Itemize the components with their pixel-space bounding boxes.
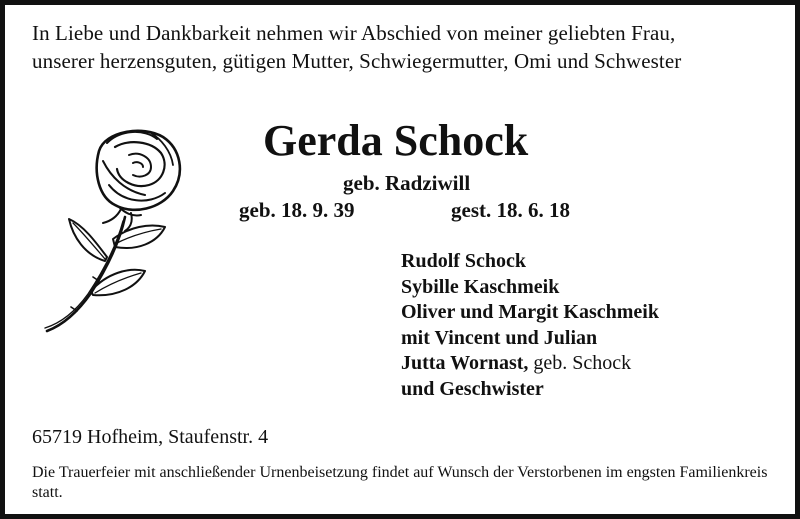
intro-line-2: unserer herzensguten, gütigen Mutter, Schwiegermutter, Omi und Schwester [32, 49, 682, 73]
deceased-name: Gerda Schock [263, 116, 529, 165]
birth-date: geb. 18. 9. 39 [239, 198, 355, 222]
mourner-line-3: Oliver und Margit Kaschmeik [401, 301, 659, 323]
death-date: gest. 18. 6. 18 [451, 198, 570, 222]
mourner-line-5-suffix: geb. Schock [528, 352, 632, 374]
mourner-line-5-name: Jutta Wornast, [401, 352, 529, 374]
mourners-list [401, 249, 659, 402]
mourner-line-5 [401, 351, 659, 377]
mourner-line-6: und Geschwister [401, 377, 544, 400]
intro-text [32, 19, 792, 75]
funeral-note: Die Trauerfeier mit anschließender Urnenbeisetzung findet auf Wunsch der Verstorbenen im engsten Familienkreis statt. [32, 464, 768, 501]
mourner-line-1: Rudolf Schock [401, 250, 527, 272]
rose-icon [33, 121, 189, 333]
mourner-line-4: mit Vincent und Julian [401, 326, 598, 349]
mourner-line-2: Sybille Kaschmeik [401, 275, 560, 298]
intro-line-1: In Liebe und Dankbarkeit nehmen wir Abschied von meiner geliebten Frau, [32, 21, 676, 45]
address: 65719 Hofheim, Staufenstr. 4 [32, 426, 269, 448]
maiden-name: geb. Radziwill [343, 171, 471, 195]
